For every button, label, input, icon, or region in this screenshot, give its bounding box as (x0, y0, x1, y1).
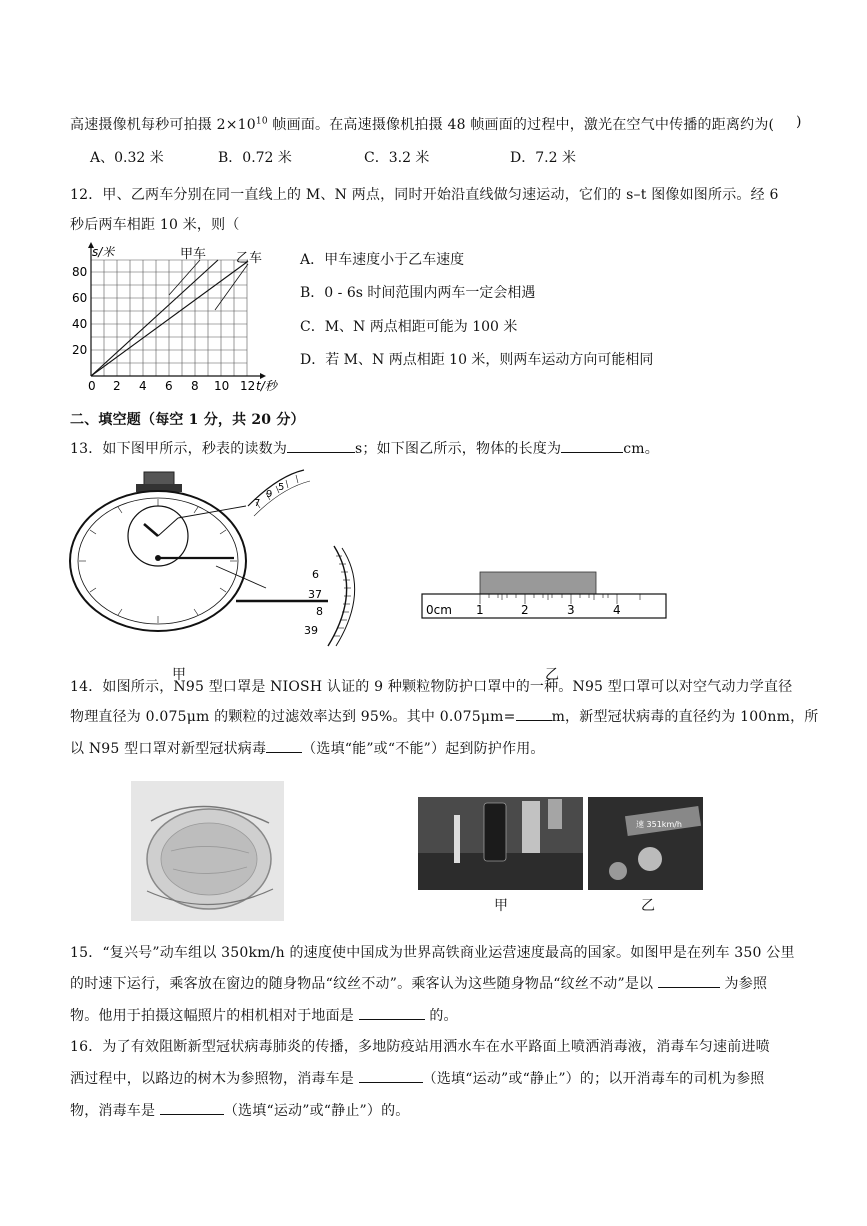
q15-text-d: 的。 (429, 1008, 458, 1024)
q12-option-b: B．0 - 6s 时间范围内两车一定会相遇 (300, 285, 536, 301)
q15-line1: 15．“复兴号”动车组以 350km/h 的速度使中国成为世界高铁商业运营速度最高的国家。如图甲是在列车 350 公里 (70, 945, 795, 961)
train-interior-photo (588, 797, 703, 890)
q12-option-a: A．甲车速度小于乙车速度 (300, 252, 465, 268)
q12-line2: 秒后两车相距 10 米，则（ (70, 217, 240, 233)
q13-stem (70, 438, 659, 458)
y-tick-40: 40 (72, 317, 88, 331)
train-fig-label-yi: 乙 (641, 898, 655, 914)
ruler (422, 594, 666, 618)
q14-text-d: （选填“能”或“不能”）起到防护作用。 (302, 741, 545, 757)
train-fig-label-jia: 甲 (494, 898, 508, 914)
ruler-tick-1: 1 (476, 603, 484, 617)
train-window-photo (418, 797, 583, 890)
q11-option-b: B．0.72 米 (218, 150, 292, 166)
section-title: 二、填空题（每空 1 分，共 20 分） (70, 412, 305, 428)
q11-text-a: 高速摄像机每秒可拍摄 2×10 (70, 117, 256, 133)
y-tick-60: 60 (72, 291, 88, 305)
q15-line2 (70, 973, 767, 993)
top-scale-label-7: 7 (254, 498, 261, 509)
q13-text-c: cm。 (623, 441, 659, 457)
ruler-figure (418, 566, 670, 622)
x-tick-0: 0 (88, 379, 96, 393)
q14-line3 (70, 738, 545, 758)
q14-line1: 14．如图所示，N95 型口罩是 NIOSH 认证的 9 种颗粒物防护口罩中的一种。N95 型口罩可以对空气动力学直径 (70, 679, 793, 695)
q11-stem (70, 114, 774, 134)
q12-line1: 12．甲、乙两车分别在同一直线上的 M、N 两点，同时开始沿直线做匀速运动，它们的 s–t 图像如图所示。经 6 (70, 187, 779, 203)
q13-blank-2[interactable] (561, 440, 623, 453)
q15-text-b: 为参照 (724, 976, 768, 992)
x-tick-4: 4 (139, 379, 147, 393)
q11-paren-close: ) (796, 114, 802, 130)
right-scale-label-6: 6 (312, 568, 319, 581)
q16-text-b: （选填“运动”或“静止”）的；以开消毒车的司机为参照 (422, 1071, 765, 1087)
ruler-fig-label: 乙 (545, 667, 559, 683)
stopwatch-crown (144, 472, 174, 486)
right-scale-label-8: 8 (316, 605, 323, 618)
x-tick-12: 12 (240, 379, 256, 393)
x-tick-2: 2 (113, 379, 121, 393)
mask-illustration (131, 781, 284, 921)
interior-scene (588, 797, 703, 890)
q12-option-d: D．若 M、N 两点相距 10 米，则两车运动方向可能相同 (300, 352, 654, 368)
q11-option-c: C．3.2 米 (364, 150, 430, 166)
q16-text-c: 物，消毒车是 (70, 1103, 156, 1119)
y-tick-80: 80 (72, 265, 88, 279)
x-tick-8: 8 (191, 379, 199, 393)
ruler-tick-4: 4 (613, 603, 621, 617)
q16-blank-2[interactable] (160, 1102, 224, 1115)
st-graph (70, 240, 295, 400)
speed-display: 速 351km/h (636, 820, 683, 829)
x-tick-10: 10 (214, 379, 230, 393)
y-axis-label: s/米 (92, 245, 115, 259)
ruler-tick-0: 0cm (426, 603, 452, 617)
q14-line2 (70, 706, 819, 726)
stopwatch-fig-label: 甲 (172, 667, 186, 683)
q15-blank-2[interactable] (359, 1007, 425, 1020)
q16-blank-1[interactable] (359, 1070, 423, 1083)
yi-label: 乙车 (236, 251, 263, 266)
q14-text-a: 物理直径为 0.075μm 的颗粒的过滤效率达到 95%。其中 0.075μm= (70, 709, 516, 725)
q11-exponent: 10 (255, 116, 268, 127)
right-scale-label-39: 39 (304, 624, 318, 637)
q11-text-b: 帧画面。在高速摄像机拍摄 48 帧画面的过程中，激光在空气中传播的距离约为( (267, 117, 775, 133)
q11-option-a: A、0.32 米 (90, 150, 164, 166)
q13-text-a: 13．如下图甲所示，秒表的读数为 (70, 441, 288, 457)
q15-blank-1[interactable] (658, 975, 720, 988)
window-scene (418, 797, 583, 890)
jia-line (91, 260, 218, 376)
q14-text-c: 以 N95 型口罩对新型冠状病毒 (70, 741, 267, 757)
q12-option-c: C．M、N 两点相距可能为 100 米 (300, 319, 518, 335)
x-tick-6: 6 (165, 379, 173, 393)
q15-text-a: 的时速下运行，乘客放在窗边的随身物品“纹丝不动”。乘客认为这些随身物品“纹丝不动”是以 (70, 976, 654, 992)
y-tick-20: 20 (72, 343, 88, 357)
yi-pointer (215, 264, 248, 310)
jia-pointer (169, 260, 200, 295)
q16-text-d: （选填“运动”或“静止”）的。 (223, 1103, 410, 1119)
q14-blank-2[interactable] (266, 740, 302, 753)
top-scale-label-9: 9 (266, 489, 273, 500)
q15-line3 (70, 1005, 458, 1025)
measured-object (480, 572, 596, 596)
ruler-tick-3: 3 (567, 603, 575, 617)
q16-line2 (70, 1068, 764, 1088)
q13-blank-1[interactable] (287, 440, 355, 453)
q14-text-b: m，新型冠状病毒的直径约为 100nm，所 (551, 709, 819, 725)
ruler-tick-2: 2 (521, 603, 529, 617)
q16-line3 (70, 1100, 410, 1120)
q16-text-a: 洒过程中，以路边的树木为参照物，消毒车是 (70, 1071, 354, 1087)
q16-line1: 16．为了有效阻断新型冠状病毒肺炎的传播，多地防疫站用洒水车在水平路面上喷洒消毒液，消毒车匀速前进喷 (70, 1039, 770, 1055)
top-scale-label-5: 5 (278, 482, 285, 493)
q11-option-d: D．7.2 米 (510, 150, 576, 166)
x-axis-label: t/秒 (256, 379, 277, 393)
stopwatch-figure (66, 466, 366, 656)
q13-text-b: s；如下图乙所示，物体的长度为 (355, 441, 562, 457)
q15-text-c: 物。他用于拍摄这幅照片的相机相对于地面是 (70, 1008, 354, 1024)
jia-label: 甲车 (180, 247, 207, 262)
n95-mask-photo (131, 781, 284, 921)
right-scale-label-37: 37 (308, 588, 322, 601)
q14-blank-1[interactable] (516, 708, 552, 721)
